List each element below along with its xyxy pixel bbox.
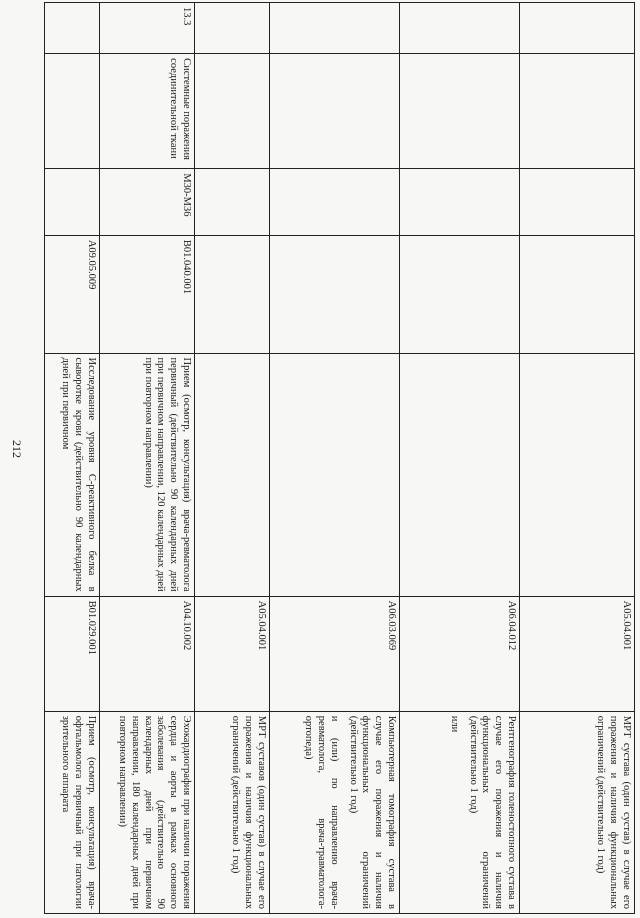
table-cell [400,235,520,353]
table-cell [45,169,100,236]
table-cell [400,353,520,596]
table-cell: Исследование уровня С-реактивного белка в сыворотке крови (действительно 90 календарных дней при первичном [45,353,100,596]
table-cell [520,169,635,236]
table-cell [195,3,270,54]
table-row [520,3,635,914]
table-cell [195,235,270,353]
page-number: 212 [10,440,24,458]
table-cell: МРТ сустава (один сустав) в случае его поражения и наличия функциональных ограничений (действительно 1 год) [520,711,635,913]
table-cell: A06.04.012 [400,596,520,711]
table-cell [520,235,635,353]
table-cell [45,3,100,54]
table-row [100,3,195,914]
table-cell [195,353,270,596]
table-row [400,3,520,914]
document-table [44,2,635,914]
table-cell [195,169,270,236]
table-cell [45,54,100,169]
table-cell: Эхокардиография при наличии поражения сердца и аорты в рамках основного заболевания (действительно 90 календарных дней при первичном направлении, 180 календарных дней при повторном направлении) [100,711,195,913]
cell-text: Компьютерная томография сустава в случае его поражения и наличия функциональных ограничений (действительно 1 год) [347,715,397,909]
table-cell: A05.04.001 [195,596,270,711]
table-cell [400,169,520,236]
rotated-page [60,2,635,912]
table-row [45,3,100,914]
table-cell [400,3,520,54]
table-row [270,3,400,914]
table-cell: B01.040.001 [100,235,195,353]
table-cell [520,54,635,169]
table-cell: B01.029.001 [45,596,100,711]
table-cell: A04.10.002 [100,596,195,711]
cell-text: Рентгенография голеностопного сустава в случае его поражения и наличия функциональных ограничений (действительно 1 год) [467,715,517,909]
table-cell [270,235,400,353]
table-cell: A06.03.069 [270,596,400,711]
table-cell [270,169,400,236]
table-cell [270,54,400,169]
table-cell [400,711,520,913]
table-cell [400,54,520,169]
table-cell [520,353,635,596]
table-cell [270,353,400,596]
cell-text-or: или [448,715,460,733]
table-row [195,3,270,914]
table-cell: M30-M36 [100,169,195,236]
table-cell: A09.05.009 [45,235,100,353]
table-cell [270,3,400,54]
table-cell: Прием (осмотр, консультация) врача-ревматолога первичный (действительно 90 календарных дней при первичном направлении, 120 календарных дней при повторном направлении) [100,353,195,596]
table-cell [195,54,270,169]
table-cell: Системные поражения соединительной ткани [100,54,195,169]
table-cell: Прием (осмотр, консультация) врача-офтальмолога первичный при патологии зрительного аппарата [45,711,100,913]
table-cell: 13.3 [100,3,195,54]
cell-text-extra: и (или) по направлению врача-ревматолога, врача-травматолога-ортопеда) [303,715,340,909]
table-cell [270,711,400,913]
table-cell [520,3,635,54]
table-cell: A05.04.001 [520,596,635,711]
table-cell: МРТ суставов (один сустав) в случае его поражения и наличия функциональных ограничений (действительно 1 год) [195,711,270,913]
